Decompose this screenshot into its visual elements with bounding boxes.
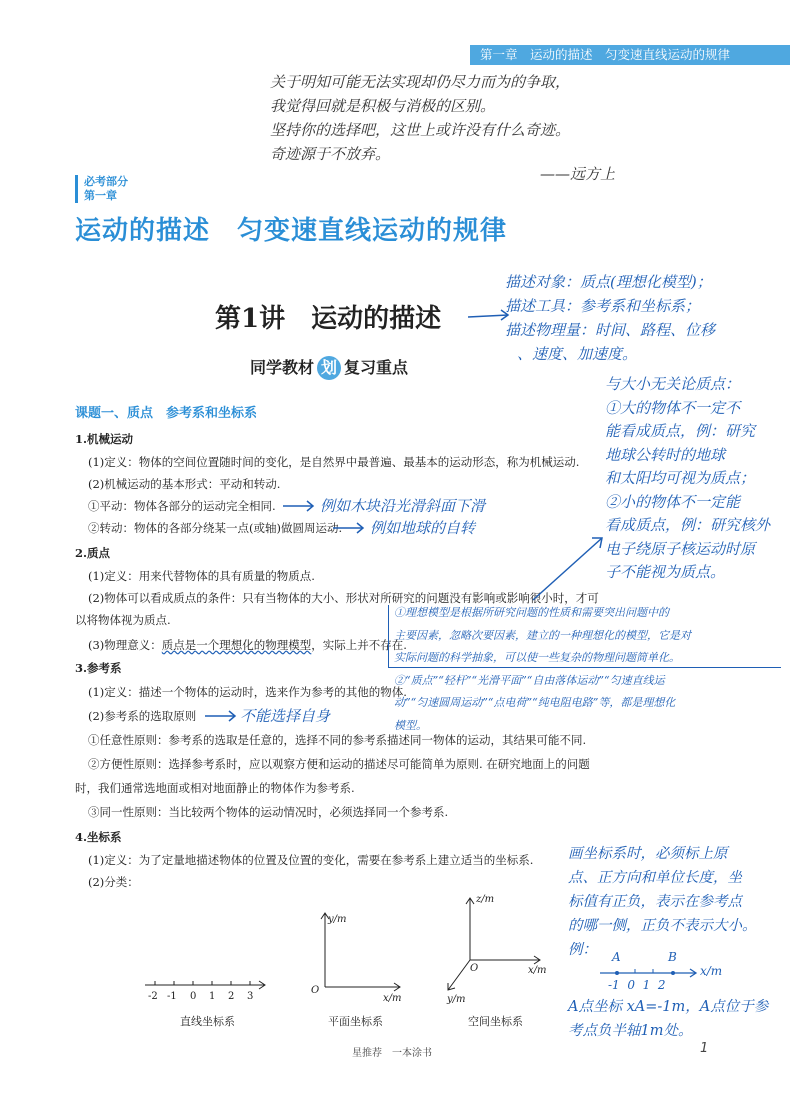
paragraph: (2)物体可以看成质点的条件：只有当物体的大小、形状对所研究的问题没有影响或影响很小时，才可	[88, 591, 599, 605]
space-coordinate-figure	[440, 890, 550, 1005]
tick-label: 1	[209, 991, 216, 1002]
translation-note: 例如木块沿光滑斜面下滑	[320, 497, 486, 515]
quote-line: 我觉得回就是积极与消极的区别。	[270, 97, 496, 115]
example-ticks: -1 0 1 2	[608, 978, 666, 992]
study-tag	[250, 355, 408, 380]
figure-caption: 空间坐标系	[468, 1015, 523, 1028]
quote-author: ——远方上	[540, 165, 616, 183]
chapter-title: 运动的描述 匀变速直线运动的规律	[75, 216, 508, 246]
model-note-line: 实际问题的科学抽象，可以使一些复杂的物理问题简单化。	[394, 651, 680, 664]
y-axis-label: y/m	[447, 994, 466, 1005]
quote-line: 关于明知可能无法实现却仍尽力而为的争取，	[270, 73, 571, 91]
part-label: 必考部分	[84, 175, 128, 188]
highlighted-phrase: 质点是一个理想化的物理模型	[161, 638, 312, 652]
section-2-title: 2.质点	[75, 546, 111, 560]
arrow-icon	[333, 520, 368, 536]
example-axis-label: x/m	[700, 964, 723, 978]
y-axis-label: y/m	[328, 914, 347, 925]
chapter-label: 第一章	[84, 189, 117, 202]
model-note-line: 模型。	[394, 718, 427, 732]
paragraph	[88, 638, 407, 652]
origin-label: O	[470, 963, 479, 974]
paragraph: 以将物体视为质点.	[75, 613, 171, 627]
model-note-line: ②“质点”“轻杆”“光滑平面”“自由落体运动”“匀速直线运	[394, 673, 665, 687]
section-1-title: 1.机械运动	[75, 432, 134, 446]
model-note-line: 主要因素，忽略次要因素，建立的一种理想化的模型，它是对	[394, 628, 691, 642]
example-label-b: B	[668, 950, 677, 964]
lecture-title: 第1讲 运动的描述	[215, 304, 442, 334]
size-note-line: 能看成质点，例：研究	[605, 422, 756, 440]
lecture-note-line: 描述工具：参考系和坐标系；	[505, 297, 701, 315]
z-axis-label: z/m	[476, 894, 495, 905]
example-label-a: A	[612, 950, 621, 964]
chapter-marker	[75, 175, 128, 203]
origin-label: O	[311, 985, 320, 996]
coord-note-line: 标值有正负，表示在参考点	[568, 894, 742, 910]
x-axis-label: x/m	[528, 965, 547, 976]
tick-label: -1	[167, 991, 177, 1002]
quote	[270, 70, 570, 166]
figure-caption: 直线坐标系	[180, 1015, 235, 1028]
tag-circle: 划	[317, 356, 341, 380]
tick-label: 3	[247, 991, 254, 1002]
paragraph: ③同一性原则：当比较两个物体的运动情况时，必须选择同一个参考系.	[88, 805, 449, 819]
size-note-line: ②小的物体不一定能	[605, 492, 741, 511]
size-note-line: 看成质点，例：研究核外	[605, 516, 771, 534]
paragraph: (1)定义：物体的空间位置随时间的变化，是自然界中最普遍、最基本的运动形态，称为机械运动.	[88, 455, 580, 469]
lecture-note-line: 描述对象：质点(理想化模型)；	[505, 273, 712, 291]
size-note-line: ①大的物体不一定不	[605, 398, 741, 417]
model-note-line: ①理想模型是根据所研究问题的性质和需要突出问题中的	[394, 606, 669, 619]
topic-title: 课题一、质点 参考系和坐标系	[75, 406, 258, 421]
size-note-line: 地球公转时的地球	[605, 445, 726, 464]
paragraph: (1)定义：描述一个物体的运动时，选来作为参考的其他的物体.	[88, 685, 407, 699]
paragraph: ②方便性原则：选择参考系时，应以观察方便和运动的描述尽可能简单为原则. 在研究地面上的问题	[88, 757, 590, 771]
example-text-line: 考点负半轴1m处。	[568, 1023, 693, 1039]
coord-note-line: 的哪一侧，正负不表示大小。	[568, 918, 757, 934]
coord-note-line: 例：	[568, 942, 597, 958]
rotation-note: 例如地球的自转	[370, 519, 476, 537]
quote-line: 坚持你的选择吧，这世上或许没有什么奇迹。	[270, 121, 571, 139]
reference-note: 不能选择自身	[240, 707, 331, 725]
lecture-note-line: 、速度、加速度。	[517, 345, 638, 363]
arrow-icon	[530, 530, 610, 605]
size-note-line: 电子绕原子核运动时原	[605, 539, 756, 558]
coord-note-line: 画坐标系时，必须标上原	[568, 846, 728, 862]
lecture-note-line: 描述物理量：时间、路程、位移	[505, 321, 716, 339]
paragraph: 时，我们通常选地面或相对地面静止的物体作为参考系.	[75, 781, 355, 795]
paragraph-part: ，实际上并不存在.	[311, 638, 407, 652]
chapter-banner: 第一章 运动的描述 匀变速直线运动的规律	[470, 45, 790, 65]
x-axis-label: x/m	[383, 993, 402, 1004]
footer-text: 星推荐 一本涂书	[352, 1048, 432, 1059]
paragraph: (2)机械运动的基本形式：平动和转动.	[88, 477, 281, 491]
tick-label: -2	[148, 991, 158, 1002]
lecture-note	[505, 270, 715, 366]
figure-caption: 平面坐标系	[328, 1015, 383, 1028]
arrow-icon	[205, 708, 240, 724]
arrow-icon	[283, 498, 318, 514]
paragraph: ②转动：物体的各部分绕某一点(或轴)做圆周运动.	[88, 521, 343, 535]
paragraph: (1)定义：用来代替物体的具有质量的物质点.	[88, 569, 315, 583]
model-note-line: 动”“匀速圆周运动”“点电荷”“纯电阻电路”等，都是理想化	[394, 696, 676, 709]
paragraph: (1)定义：为了定量地描述物体的位置及位置的变化，需要在参考系上建立适当的坐标系.	[88, 853, 534, 867]
paragraph: (2)分类：	[88, 875, 139, 889]
coord-note	[568, 842, 757, 962]
paragraph: ①任意性原则：参考系的选取是任意的，选择不同的参考系描述同一物体的运动，其结果可能不同.	[88, 733, 587, 747]
page-number: 1	[700, 1041, 709, 1056]
plane-coordinate-figure	[305, 905, 405, 995]
size-note-line: 子不能视为质点。	[605, 563, 726, 581]
quote-line: 奇迹源于不放弃。	[270, 145, 391, 163]
size-note-line: 与大小无关论质点：	[605, 375, 741, 393]
tick-label: 2	[228, 991, 235, 1002]
model-note	[394, 602, 691, 737]
section-3-title: 3.参考系	[75, 661, 122, 675]
paragraph: ①平动：物体各部分的运动完全相同.	[88, 499, 276, 513]
example-text-line: A点坐标 xA=-1m，A点位于参	[568, 999, 769, 1015]
tick-label: 0	[190, 991, 197, 1002]
coord-note-line: 点、正方向和单位长度，坐	[568, 870, 742, 886]
paragraph-part: (3)物理意义：	[88, 638, 162, 652]
tag-right: 复习重点	[344, 358, 409, 377]
tag-left: 同学教材	[250, 358, 315, 377]
size-note-line: 和太阳均可视为质点；	[605, 469, 756, 487]
size-note	[605, 373, 770, 585]
paragraph: (2)参考系的选取原则	[88, 709, 197, 723]
section-4-title: 4.坐标系	[75, 830, 122, 844]
example-text	[568, 995, 768, 1043]
